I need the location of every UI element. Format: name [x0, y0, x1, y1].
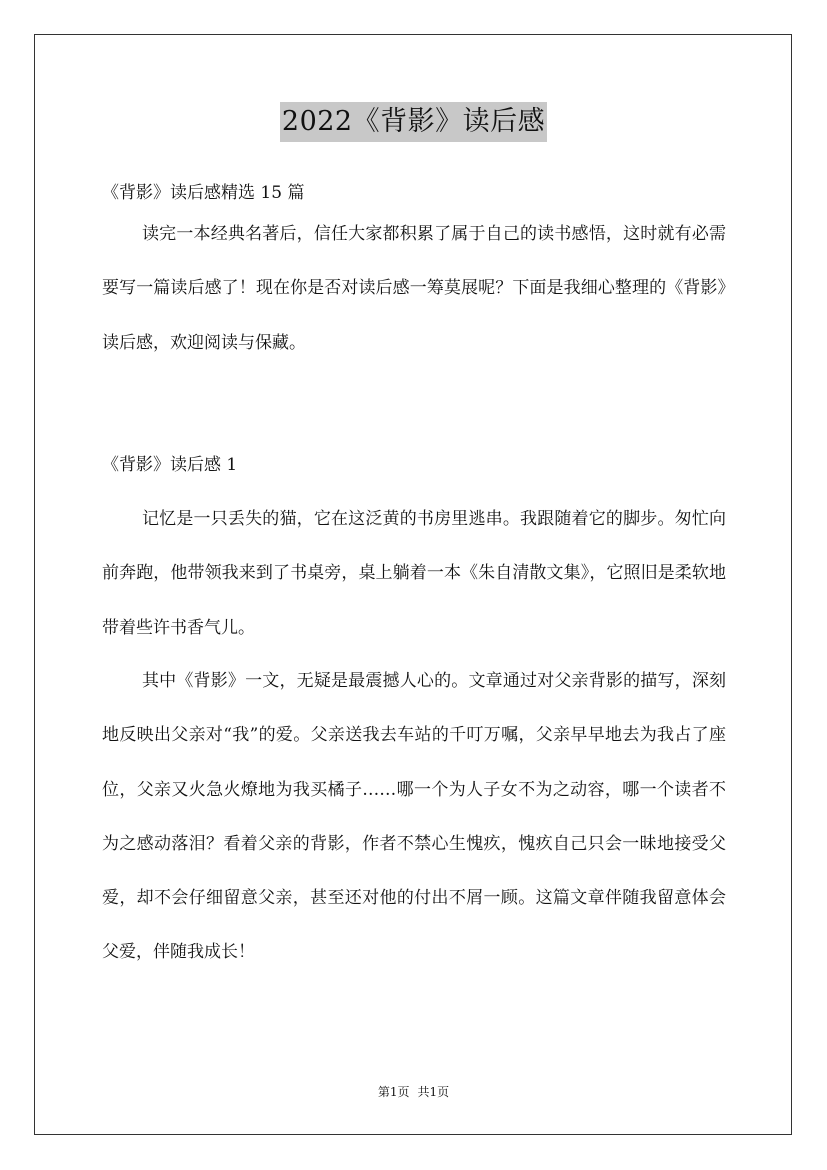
intro-paragraph: 读完一本经典名著后，信任大家都积累了属于自己的读书感悟，这时就有必需要写一篇读后感了！现在你是否对读后感一筹莫展呢？下面是我细心整理的《背影》读后感，欢迎阅读与保藏。: [102, 224, 726, 353]
body-paragraph-1: 记忆是一只丢失的猫，它在这泛黄的书房里逃串。我跟随着它的脚步。匆忙向前奔跑，他带领我来到了书桌旁，桌上躺着一本《朱自清散文集》，它照旧是柔软地带着些许书香气儿。: [102, 509, 726, 638]
page-footer: [0, 1082, 827, 1102]
page-number: 第1页: [377, 1085, 410, 1099]
title-container: [0, 102, 827, 142]
section-heading: 《背影》读后感 1: [102, 455, 238, 475]
body-paragraph-2: 其中《背影》一文，无疑是最震撼人心的。文章通过对父亲背影的描写，深刻地反映出父亲对“我”的爱。父亲送我去车站的千叮万嘱，父亲早早地去为我占了座位，父亲又火急火燎地为我买橘子……哪一个为人子女不为之动容，哪一个读者不为之感动落泪？看着父亲的背影，作者不禁心生愧疚，愧疚自己只会一昧地接受父爱，却不会仔细留意父亲，甚至还对他的付出不屑一顾。这篇文章伴随我留意体会父爱，伴随我成长！: [102, 671, 726, 963]
document-title: 2022《背影》读后感: [280, 102, 547, 142]
document-subtitle: 《背影》读后感精选 15 篇: [102, 183, 305, 203]
page-total: 共1页: [417, 1085, 450, 1099]
